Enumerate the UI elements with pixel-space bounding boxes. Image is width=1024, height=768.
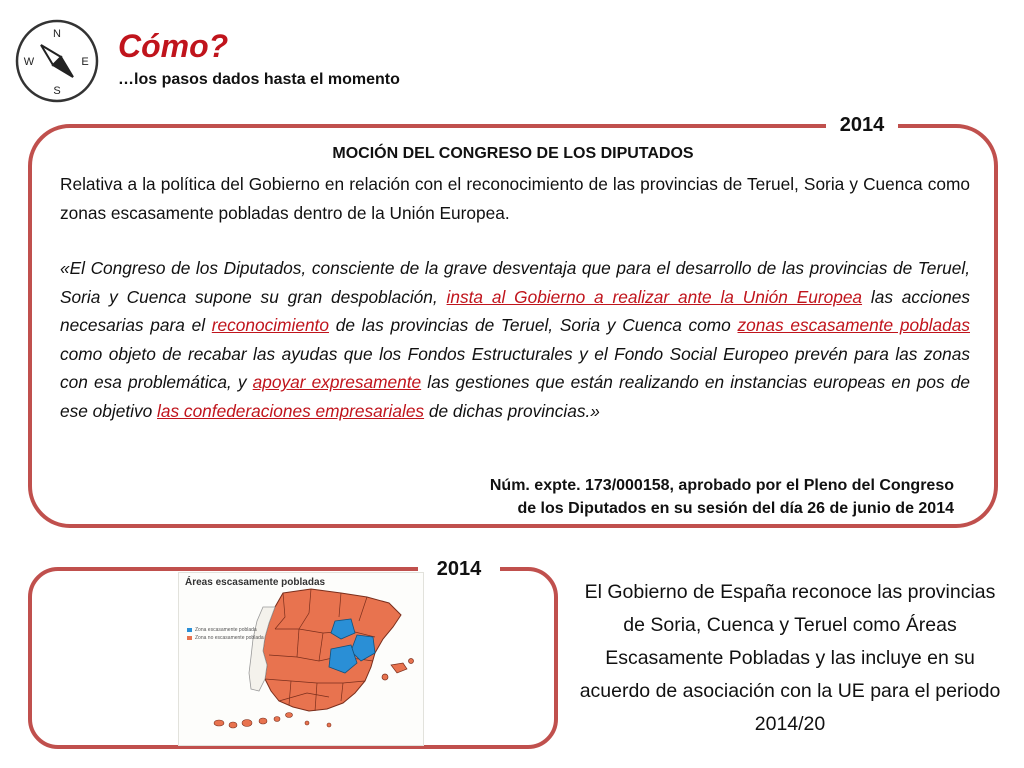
page-title: Cómo? [118, 28, 229, 64]
spain-map [179, 573, 423, 745]
motion-reference-line1: Núm. expte. 173/000158, aprobado por el Pleno del Congreso [489, 477, 954, 494]
quote-text: como objeto de recabar las ayudas que los Fondos Estructurales y el Fondo Social Europeo prevén para las zonas con esa problemática, y [60, 343, 970, 393]
quote-highlight: zonas escasamente pobladas [737, 315, 970, 336]
quote-highlight: las confederaciones empresariales [157, 400, 425, 421]
page-subtitle: …los pasos dados hasta el momento [118, 71, 400, 88]
quote-text: las gestiones que están realizando en instancias europeas en pos de ese objetivo [60, 372, 971, 421]
quote-text: de las provincias de Teruel, Soria y Cuenca como [328, 315, 738, 336]
compass-icon [14, 18, 100, 104]
quote-highlight: reconocimiento [211, 315, 329, 336]
legend-item-sparse [187, 627, 257, 633]
map-title: Áreas escasamente pobladas [185, 577, 326, 588]
compass-north: N [53, 28, 61, 40]
motion-intro: Relativa a la política del Gobierno en relación con el reconocimiento de las provincias de Teruel, Soria y Cuenca como zonas escasamente pobladas dentro de la Unión Europea. [60, 174, 970, 223]
compass-east: E [81, 56, 89, 68]
motion-year-label: 2014 [826, 112, 898, 138]
motion-reference-line2: de los Diputados en su sesión del día 26 de junio de 2014 [517, 500, 954, 517]
quote-highlight: insta al Gobierno a realizar ante la Unión Europea [446, 286, 863, 307]
motion-reference [380, 474, 954, 520]
legend-label-sparse: Zona escasamente poblada [195, 627, 257, 633]
map-year-label: 2014 [418, 556, 500, 582]
canary-islands [214, 713, 293, 729]
spain-map-image [178, 572, 424, 746]
motion-quote [60, 254, 970, 426]
balearic-islands [391, 663, 407, 673]
compass-west: W [23, 56, 35, 68]
quote-text: «El Congreso de los Diputados, consciente de la grave desventaja que para el desarrollo de las provincias de Teruel, Soria y Cuenca supone su gran despoblación, [60, 258, 970, 307]
legend-item-not-sparse [187, 635, 264, 641]
legend-label-not-sparse: Zona no escasamente poblada [195, 635, 264, 641]
quote-text: de dichas provincias.» [424, 400, 600, 421]
quote-highlight: apoyar expresamente [252, 372, 422, 393]
legend-swatch-sparse [187, 628, 192, 632]
government-statement: El Gobierno de España reconoce las provincias de Soria, Cuenca y Teruel como Áreas Escasamente Pobladas y las incluye en su acuerdo de asociación con la UE para el periodo 2014/20 [579, 581, 1001, 735]
motion-heading: MOCIÓN DEL CONGRESO DE LOS DIPUTADOS [332, 145, 694, 162]
compass-south: S [53, 85, 61, 97]
quote-text: las acciones necesarias para el [60, 286, 970, 336]
legend-swatch-not-sparse [187, 636, 192, 640]
